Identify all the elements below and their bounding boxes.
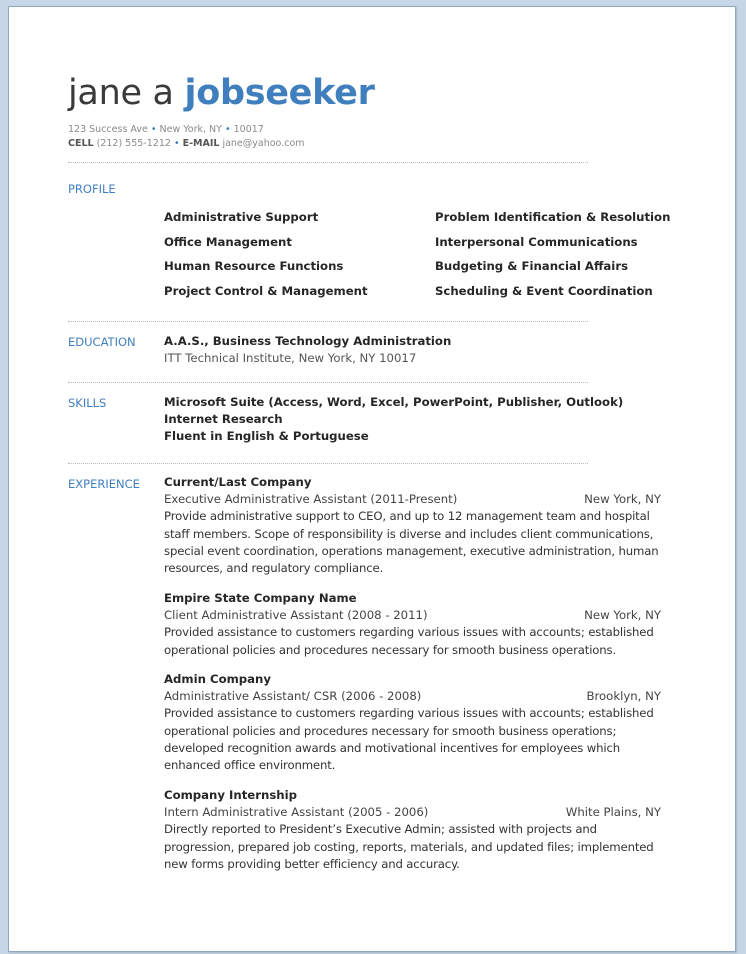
skill-item: Fluent in English & Portuguese	[164, 429, 369, 444]
job-title: Intern Administrative Assistant (2005 - 2006)	[164, 805, 429, 820]
section-title-profile: PROFILE	[68, 182, 116, 196]
profile-item: Scheduling & Event Coordination	[435, 284, 653, 298]
job-description: Provided assistance to customers regarding various issues with accounts; established operational policies and procedures necessary for smooth business operations; developed recognition awards and motivational incentives for employees which enhanced office environment.	[164, 706, 654, 773]
section-title-skills: SKILLS	[68, 396, 107, 410]
experience-entry	[164, 671, 661, 774]
resume-name	[68, 73, 375, 113]
profile-item: Human Resource Functions	[164, 259, 344, 273]
company-name: Current/Last Company	[164, 475, 312, 489]
divider	[68, 321, 588, 322]
job-description: Directly reported to President’s Executive Admin; assisted with projects and progression, prepared job costing, reports, materials, and updated files; implemented new forms providing better efficiency and accuracy.	[164, 822, 654, 871]
skill-item: Internet Research	[164, 412, 283, 427]
job-title: Executive Administrative Assistant (2011-Present)	[164, 492, 458, 507]
divider	[68, 162, 588, 163]
cell-label: CELL	[68, 138, 94, 149]
divider	[68, 382, 588, 383]
job-location: New York, NY	[584, 492, 661, 507]
profile-item: Interpersonal Communications	[435, 235, 638, 249]
job-title-row	[164, 491, 661, 508]
job-title-row	[164, 607, 661, 624]
job-title: Administrative Assistant/ CSR (2006 - 2008)	[164, 689, 422, 704]
bullet-separator: •	[224, 124, 231, 135]
bullet-separator: •	[173, 138, 180, 149]
phone-email-line	[68, 137, 305, 150]
job-location: White Plains, NY	[565, 805, 661, 820]
cell-number: (212) 555-1212	[96, 138, 171, 149]
address: 123 Success Ave	[68, 124, 148, 135]
skills-block	[164, 394, 664, 446]
address-line	[68, 123, 264, 136]
zip: 10017	[233, 124, 264, 135]
email: jane@yahoo.com	[222, 138, 305, 149]
email-label: E-MAIL	[182, 138, 220, 149]
section-title-education: EDUCATION	[68, 335, 136, 349]
skill-item: Microsoft Suite (Access, Word, Excel, PowerPoint, Publisher, Outlook)	[164, 395, 624, 409]
city: New York, NY	[159, 124, 222, 135]
profile-item: Project Control & Management	[164, 284, 368, 298]
company-name: Company Internship	[164, 788, 297, 802]
profile-item: Administrative Support	[164, 210, 319, 224]
education-block	[164, 333, 664, 367]
job-title-row	[164, 688, 661, 705]
last-name: jobseeker	[184, 73, 375, 113]
section-title-experience: EXPERIENCE	[68, 477, 140, 491]
job-title: Client Administrative Assistant (2008 - 2011)	[164, 608, 428, 623]
job-location: New York, NY	[584, 608, 661, 623]
first-name: jane a	[68, 73, 174, 113]
job-location: Brooklyn, NY	[586, 689, 661, 704]
profile-item: Problem Identification & Resolution	[435, 210, 671, 224]
divider	[68, 463, 588, 464]
job-title-row	[164, 804, 661, 821]
company-name: Admin Company	[164, 672, 271, 686]
school: ITT Technical Institute, New York, NY 10017	[164, 351, 417, 366]
resume-page	[8, 6, 736, 952]
job-description: Provided assistance to customers regarding various issues with accounts; established operational policies and procedures necessary for smooth business operations.	[164, 625, 654, 657]
profile-item: Office Management	[164, 235, 292, 249]
job-description: Provide administrative support to CEO, and up to 12 management team and hospital staff members. Scope of responsibility is diverse and includes client communications, special event coordination, operations management, executive administration, human resources, and regulatory compliance.	[164, 509, 659, 576]
profile-item: Budgeting & Financial Affairs	[435, 259, 629, 273]
experience-entry	[164, 474, 661, 577]
degree: A.A.S., Business Technology Administration	[164, 334, 452, 348]
bullet-separator: •	[150, 124, 157, 135]
experience-entry	[164, 590, 661, 659]
experience-entry	[164, 787, 661, 873]
company-name: Empire State Company Name	[164, 591, 357, 605]
